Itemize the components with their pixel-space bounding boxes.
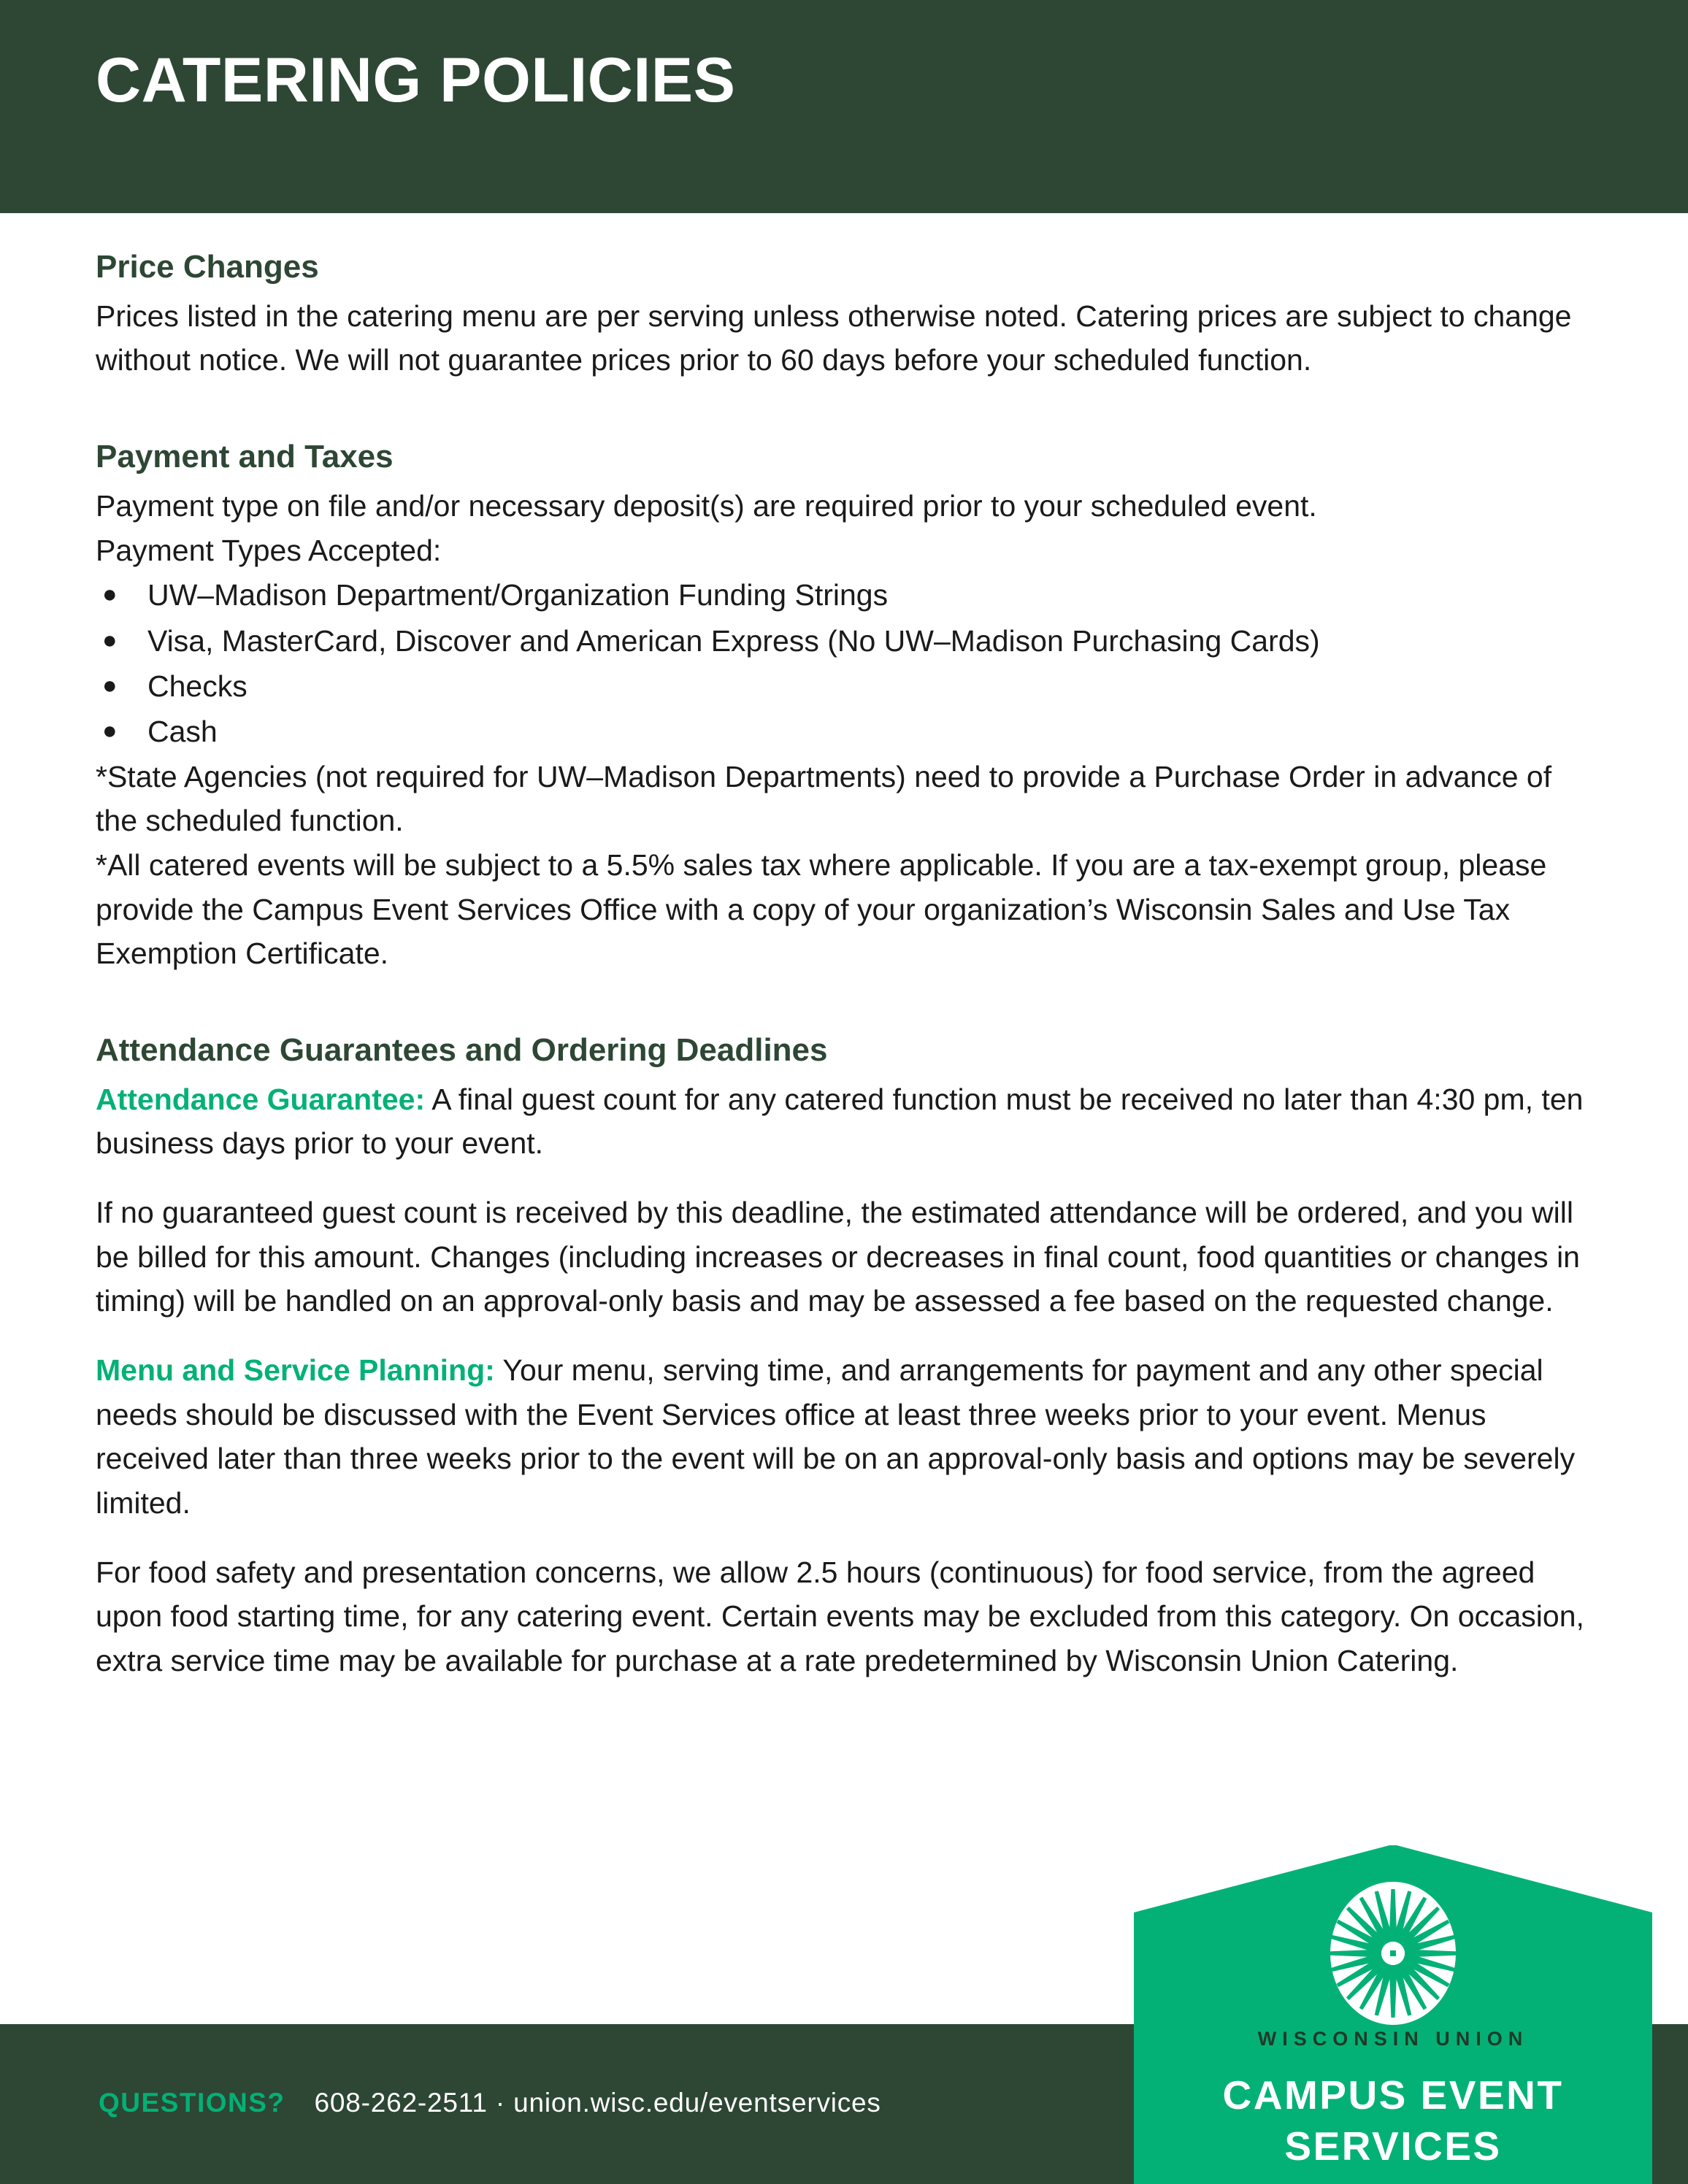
price-changes-paragraph: Prices listed in the catering menu are per serving unless otherwise noted. Catering prices are subject to change without notice. We will not guarantee prices prior to 60 days before your scheduled function. [96, 299, 1572, 377]
list-item [96, 664, 1596, 709]
badge-title-line-2: SERVICES [1284, 2123, 1502, 2169]
bullet-icon: ● [102, 580, 118, 609]
list-item-label: Cash [147, 715, 218, 749]
attendance-guarantee-label: Attendance Guarantee: [96, 1082, 426, 1116]
attendance-guarantee-body: A final guest count for any catered function must be received no later than 4:30 pm, ten business days prior to your event. [96, 1082, 1584, 1161]
list-item-label: UW–Madison Department/Organization Funding Strings [147, 578, 889, 612]
bullet-icon: ● [102, 626, 118, 654]
list-item [96, 709, 1596, 754]
section-payment-and-taxes [96, 438, 1596, 976]
badge-title-line-1: CAMPUS EVENT [1222, 2072, 1564, 2118]
attendance-guarantee-paragraph [96, 1077, 1596, 1166]
page-header-bar [0, 0, 1688, 213]
menu-service-planning-paragraph [96, 1348, 1596, 1526]
section-heading-payment-and-taxes: Payment and Taxes [96, 439, 394, 475]
section-spacer [96, 976, 1596, 1031]
menu-service-planning-body: Your menu, serving time, and arrangements for payment and any other special needs should be discussed with the Event Services office at least three weeks prior to your event. Menus received later than three weeks prior to the event will be on an approval-only basis and options may be severely limited. [96, 1353, 1576, 1520]
list-item [96, 618, 1596, 664]
payment-note-sales-tax: *All catered events will be subject to a 5.5% sales tax where applicable. If you are a tax-exempt group, please provide the Campus Event Services Office with a copy of your organization’s Wisconsin Sales and Use Tax Exemption Certificate. [96, 847, 1547, 971]
payment-note-state-agencies: *State Agencies (not required for UW–Madison Departments) need to provide a Purchase Order in advance of the scheduled function. [96, 759, 1552, 838]
bullet-icon: ● [102, 717, 118, 745]
footer-questions-label: QUESTIONS? [99, 2088, 285, 2118]
badge-kicker-text: WISCONSIN UNION [1257, 2028, 1529, 2050]
section-price-changes [96, 248, 1596, 382]
section-spacer [96, 382, 1596, 438]
badge-pentagon-shape [1134, 1845, 1652, 2184]
footer-contact-line [99, 2088, 881, 2118]
campus-event-services-badge [1134, 1845, 1652, 2184]
menu-service-planning-label: Menu and Service Planning: [96, 1353, 495, 1388]
bullet-icon: ● [102, 671, 118, 699]
payment-types-accepted-label: Payment Types Accepted: [96, 533, 442, 567]
food-safety-paragraph: For food safety and presentation concerns, we allow 2.5 hours (continuous) for food service, from the agreed upon food starting time, for any catering event. Certain events may be excluded from this category. On occasion, extra service time may be available for purchase at a rate predetermined by Wisconsin Union Catering. [96, 1555, 1584, 1678]
payment-types-list [96, 572, 1596, 754]
page-title: CATERING POLICIES [96, 45, 736, 115]
list-item [96, 572, 1596, 618]
attendance-deadline-paragraph: If no guaranteed guest count is received by this deadline, the estimated attendance will be ordered, and you will be billed for this amount. Changes (including increases or decreases in final count, food quantities or changes in timing) will be handled on an approval-only basis and may be assessed a fee based on the requested change. [96, 1196, 1580, 1318]
payment-intro-line-1: Payment type on file and/or necessary deposit(s) are required prior to your scheduled event. [96, 488, 1317, 523]
list-item-label: Checks [147, 669, 248, 703]
footer-contact-info[interactable]: 608-262-2511 · union.wisc.edu/eventservices [314, 2088, 881, 2118]
section-heading-attendance-guarantees: Attendance Guarantees and Ordering Deadlines [96, 1031, 828, 1068]
section-heading-price-changes: Price Changes [96, 249, 319, 285]
list-item-label: Visa, MasterCard, Discover and American Express (No UW–Madison Purchasing Cards) [147, 623, 1320, 658]
section-attendance-guarantees [96, 1031, 1596, 1683]
document-body [96, 248, 1596, 1683]
